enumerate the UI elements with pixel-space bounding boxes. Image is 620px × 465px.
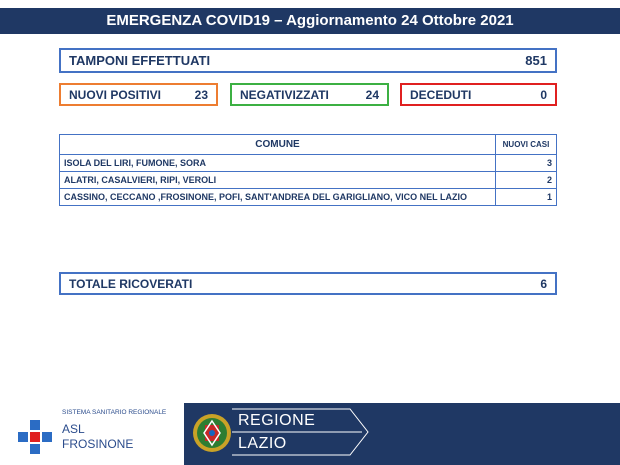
nuovi-casi-cell: 2 xyxy=(496,172,557,189)
ricoverati-box xyxy=(59,272,557,295)
asl-name: ASL xyxy=(62,422,85,436)
deceduti-label: DECEDUTI xyxy=(410,87,472,102)
deceduti-box xyxy=(400,83,557,106)
asl-logo xyxy=(18,406,183,461)
comune-column-header: COMUNE xyxy=(60,135,496,155)
table-header-row xyxy=(60,135,557,155)
tamponi-value: 851 xyxy=(525,53,547,68)
regione-line1: REGIONE xyxy=(238,412,316,429)
page-header xyxy=(0,8,620,34)
table-row xyxy=(60,155,557,172)
comuni-table xyxy=(59,134,557,206)
ricoverati-value: 6 xyxy=(540,276,547,291)
nuovi-positivi-value: 23 xyxy=(194,87,208,102)
table-row xyxy=(60,189,557,206)
nuovi-positivi-label: NUOVI POSITIVI xyxy=(69,87,162,102)
asl-city: FROSINONE xyxy=(62,437,134,451)
ricoverati-label: TOTALE RICOVERATI xyxy=(69,276,193,291)
comune-cell: ALATRI, CASALVIERI, RIPI, VEROLI xyxy=(60,172,496,189)
nuovi-casi-cell: 1 xyxy=(496,189,557,206)
regione-line2: LAZIO xyxy=(238,435,287,452)
nuovi-casi-column-header: NUOVI CASI xyxy=(496,135,557,155)
asl-subtitle: SISTEMA SANITARIO REGIONALE xyxy=(62,409,167,416)
negativizzati-label: NEGATIVIZZATI xyxy=(240,87,329,102)
negativizzati-value: 24 xyxy=(365,87,379,102)
tamponi-box xyxy=(59,48,557,73)
nuovi-positivi-box xyxy=(59,83,218,106)
regione-lazio-logo xyxy=(184,403,620,465)
page-title: EMERGENZA COVID19 – Aggiornamento 24 Ottobre 2021 xyxy=(106,12,514,29)
negativizzati-box xyxy=(230,83,389,106)
tamponi-label: TAMPONI EFFETTUATI xyxy=(69,53,211,68)
cross-icon xyxy=(18,420,52,454)
deceduti-value: 0 xyxy=(540,87,547,102)
comune-cell: CASSINO, CECCANO ,FROSINONE, POFI, SANT'ANDREA DEL GARIGLIANO, VICO NEL LAZIO xyxy=(60,189,496,206)
table-row xyxy=(60,172,557,189)
nuovi-casi-cell: 3 xyxy=(496,155,557,172)
regione-lazio-emblem-icon xyxy=(192,411,232,455)
comune-cell: ISOLA DEL LIRI, FUMONE, SORA xyxy=(60,155,496,172)
